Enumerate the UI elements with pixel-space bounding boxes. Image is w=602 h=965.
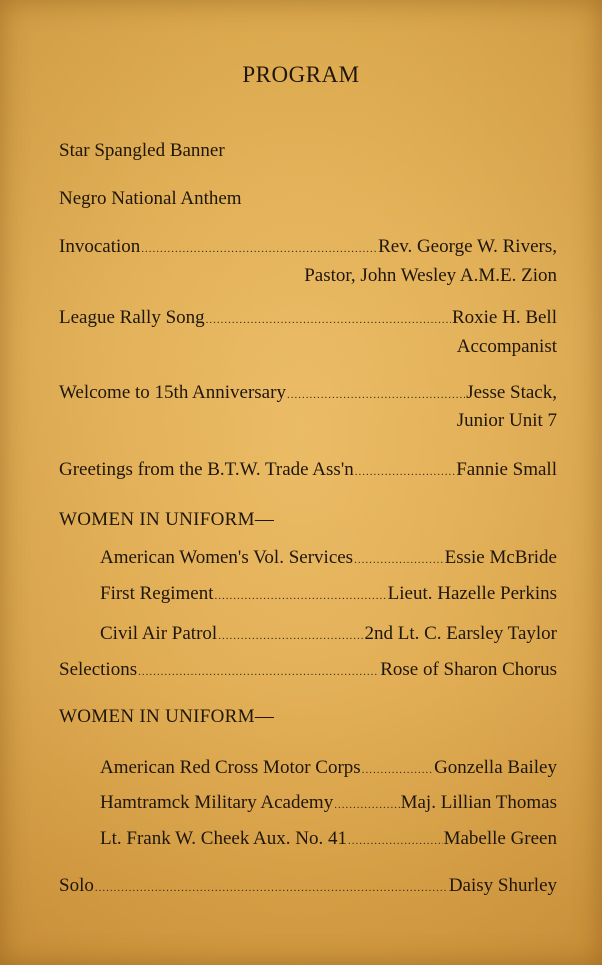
item-performer: Roxie H. Bell <box>451 307 557 328</box>
entry-label: Lt. Frank W. Cheek Aux. No. 41 <box>100 828 347 849</box>
entry-label: Civil Air Patrol <box>100 623 218 644</box>
entry-label: American Red Cross Motor Corps <box>100 757 361 778</box>
item-performer-continued: Accompanist <box>456 336 557 357</box>
dot-leader <box>362 756 433 784</box>
item-performer: Daisy Shurley <box>448 875 557 896</box>
entry-name: Maj. Lillian Thomas <box>400 792 557 813</box>
dot-leader <box>214 582 386 610</box>
uniform-entry <box>100 544 557 572</box>
program-item-league-rally-song <box>59 304 557 332</box>
program-item-greetings <box>59 456 557 484</box>
item-label: Solo <box>59 875 94 896</box>
program-item-invocation <box>59 233 557 261</box>
dot-leader <box>334 791 399 819</box>
entry-label: American Women's Vol. Services <box>100 547 354 568</box>
section-heading-women-in-uniform: WOMEN IN UNIFORM— <box>59 706 275 727</box>
uniform-entry <box>100 825 557 853</box>
entry-name: Gonzella Bailey <box>434 757 557 778</box>
dot-leader <box>218 622 363 650</box>
item-performer: Jesse Stack, <box>466 382 557 403</box>
dot-leader <box>206 306 451 334</box>
uniform-entry <box>100 789 557 817</box>
uniform-entry <box>100 620 557 648</box>
dot-leader <box>348 827 443 855</box>
item-label: League Rally Song <box>59 307 205 328</box>
uniform-entry <box>100 580 557 608</box>
program-item-solo <box>59 872 557 900</box>
item-performer: Fannie Small <box>456 459 557 480</box>
item-performer-continued: Pastor, John Wesley A.M.E. Zion <box>304 265 557 286</box>
dot-leader <box>287 381 465 409</box>
dot-leader <box>138 658 379 686</box>
entry-name: Essie McBride <box>444 547 557 568</box>
dot-leader <box>95 874 448 902</box>
dot-leader <box>141 235 377 263</box>
item-performer-continued: Junior Unit 7 <box>456 410 557 431</box>
item-performer: Rose of Sharon Chorus <box>380 659 557 680</box>
entry-name: Mabelle Green <box>443 828 557 849</box>
section-heading-women-in-uniform: WOMEN IN UNIFORM— <box>59 509 275 530</box>
item-label: Invocation <box>59 236 141 257</box>
entry-label: First Regiment <box>100 583 214 604</box>
program-item-star-spangled-banner: Star Spangled Banner <box>59 140 225 161</box>
entry-label: Hamtramck Military Academy <box>100 792 334 813</box>
uniform-entry <box>100 754 557 782</box>
entry-name: 2nd Lt. C. Earsley Taylor <box>364 623 557 644</box>
item-label: Greetings from the B.T.W. Trade Ass'n <box>59 459 354 480</box>
item-performer: Rev. George W. Rivers, <box>378 236 557 257</box>
item-label: Welcome to 15th Anniversary <box>59 382 286 403</box>
entry-name: Lieut. Hazelle Perkins <box>387 583 557 604</box>
program-item-welcome <box>59 379 557 407</box>
program-item-negro-national-anthem: Negro National Anthem <box>59 188 242 209</box>
program-item-selections <box>59 656 557 684</box>
program-title: PROGRAM <box>242 62 360 87</box>
dot-leader <box>355 458 455 486</box>
dot-leader <box>354 546 444 574</box>
item-label: Selections <box>59 659 138 680</box>
